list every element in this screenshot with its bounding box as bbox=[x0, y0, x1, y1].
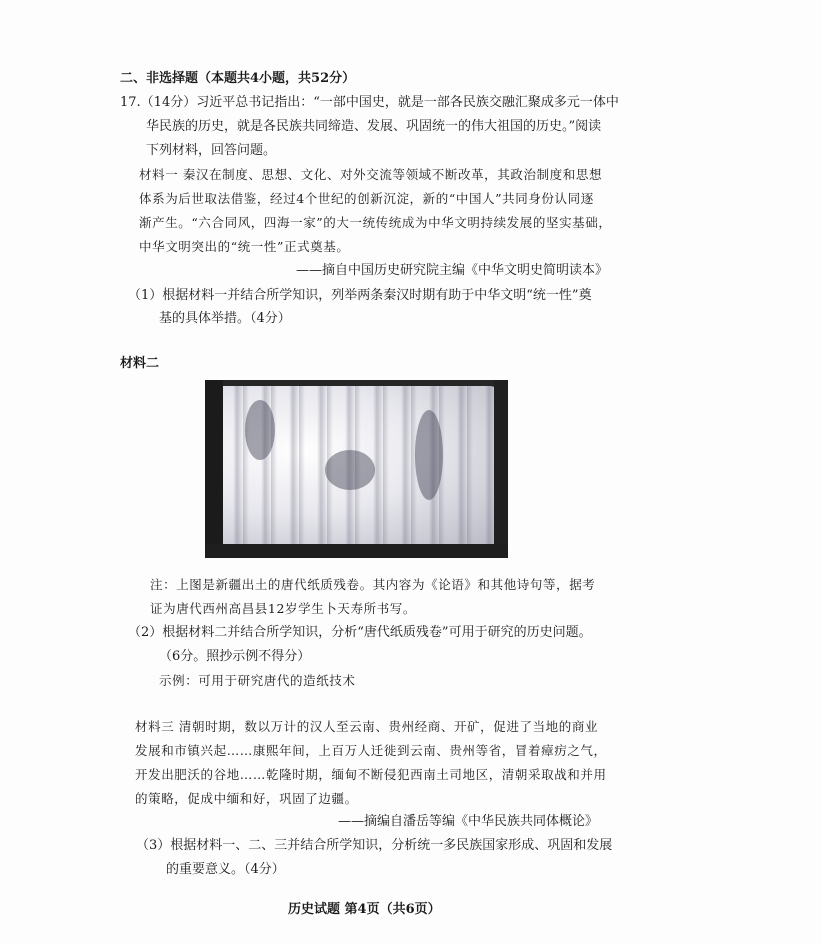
subquestion-2-line-1: （2）根据材料二并结合所学知识，分析“唐代纸质残卷”可用于研究的历史问题。 bbox=[128, 625, 592, 640]
section-title: 二、非选择题（本题共4小题，共52分） bbox=[120, 71, 356, 86]
question-stem-line-3: 下列材料，回答问题。 bbox=[146, 143, 277, 158]
material3-source: ——摘编自潘岳等编《中华民族共同体概论》 bbox=[338, 814, 599, 829]
material1-line-3: 渐产生。“六合同风，四海一家”的大一统传统成为中华文明持续发展的坚实基础， bbox=[139, 215, 612, 230]
subquestion-3-line-1: （3）根据材料一、二、三并结合所学知识，分析统一多民族国家形成、巩固和发展 bbox=[136, 838, 613, 853]
material1-line-4: 中华文明突出的“统一性”正式奠基。 bbox=[139, 239, 350, 254]
material3-line-4: 的策略，促成中缅和好，巩固了边疆。 bbox=[135, 791, 358, 806]
note-line-2: 证为唐代西州高昌县12岁学生卜天寿所书写。 bbox=[150, 601, 417, 616]
material1-source: ——摘自中国历史研究院主编《中华文明史简明读本》 bbox=[296, 263, 609, 278]
subquestion-2-line-2: （6分。照抄示例不得分） bbox=[159, 649, 311, 664]
note-line-1: 注：上图是新疆出土的唐代纸质残卷。其内容为《论语》和其他诗句等，据考 bbox=[150, 577, 596, 592]
question-stem-line-2: 华民族的历史，就是各民族共同缔造、发展、巩固统一的伟大祖国的历史。”阅读 bbox=[146, 119, 602, 134]
page-footer: 历史试题 第4页（共6页） bbox=[288, 902, 441, 917]
subquestion-1-line-1: （1）根据材料一并结合所学知识，列举两条秦汉时期有助于中华文明“统一性”奠 bbox=[128, 288, 592, 303]
material1-line-1: 材料一 秦汉在制度、思想、文化、对外交流等领域不断改革，其政治制度和思想 bbox=[139, 167, 603, 182]
photo-edge-right bbox=[494, 380, 508, 558]
material3-line-3: 开发出肥沃的谷地……乾隆时期，缅甸不断侵犯西南土司地区，清朝采取战和并用 bbox=[135, 767, 607, 782]
subquestion-3-line-2: 的重要意义。（4分） bbox=[166, 862, 285, 877]
material2-label: 材料二 bbox=[120, 356, 160, 371]
stain-mark bbox=[245, 400, 275, 460]
subquestion-1-line-2: 基的具体举措。（4分） bbox=[159, 311, 291, 326]
example-answer: 示例：可用于研究唐代的造纸技术 bbox=[159, 673, 356, 688]
photo-edge-left bbox=[205, 380, 223, 558]
material3-line-1: 材料三 清朝时期，数以万计的汉人至云南、贵州经商、开矿，促进了当地的商业 bbox=[135, 719, 599, 734]
manuscript-photo bbox=[205, 380, 508, 558]
question-stem-line-1: 17.（14分）习近平总书记指出：“一部中国史，就是一部各民族交融汇聚成多元一体中 bbox=[120, 95, 619, 110]
stain-mark bbox=[325, 450, 375, 490]
stain-mark bbox=[415, 410, 443, 500]
material1-line-2: 体系为后世取法借鉴，经过4个世纪的创新沉淀，新的“中国人”共同身份认同逐 bbox=[139, 191, 594, 206]
photo-edge-bottom bbox=[205, 544, 508, 558]
material3-line-2: 发展和市镇兴起……康熙年间，上百万人迁徙到云南、贵州等省，冒着瘴疠之气， bbox=[135, 743, 607, 758]
